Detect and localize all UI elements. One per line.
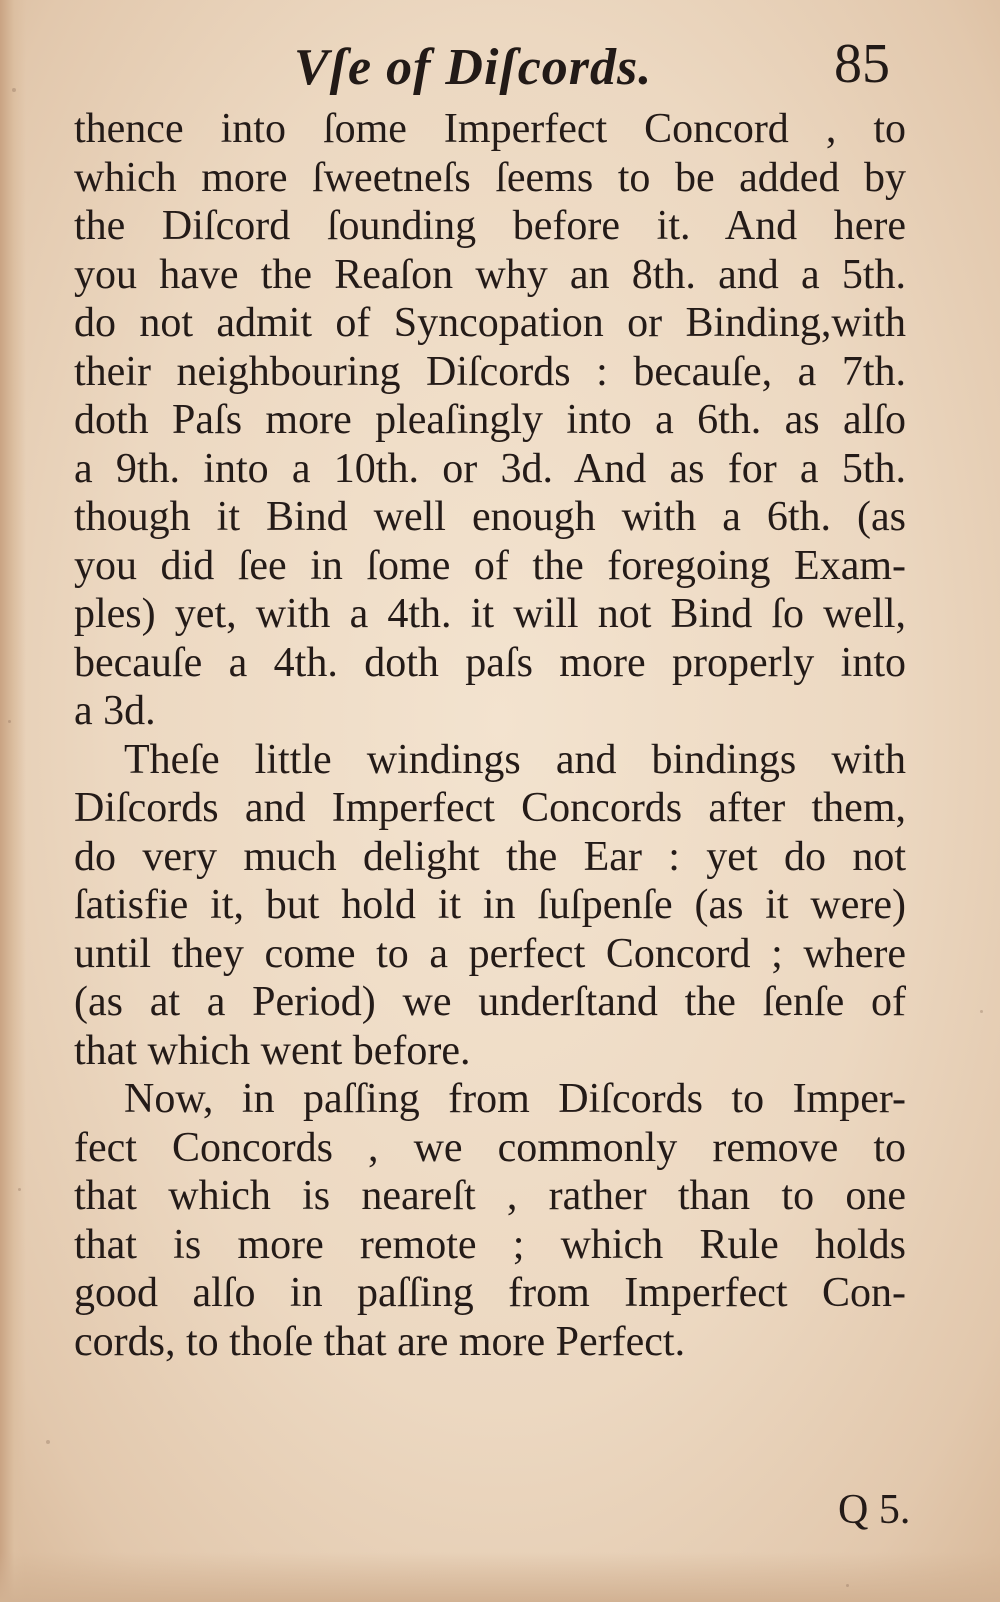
text-line: cords, to thoſe that are more Perfect.: [74, 1318, 686, 1365]
text-line: you have the Reaſon why an 8th. and a 5th.: [74, 251, 906, 298]
paper-speck: [980, 1010, 983, 1013]
paper-speck: [46, 1440, 50, 1444]
page-edge-shadow: [0, 0, 26, 1602]
running-title: Vſe of Diſcords.: [294, 39, 653, 96]
text-line: that which went before.: [74, 1027, 471, 1074]
paper-speck: [18, 1188, 21, 1191]
paper-speck: [846, 1584, 849, 1587]
text-line: that is more remote ; which Rule holds: [74, 1221, 906, 1268]
text-line: thence into ſome Imperfect Concord , to: [74, 106, 906, 152]
body-text: [74, 105, 906, 1366]
text-line: fect Concords , we commonly remove to: [74, 1124, 906, 1171]
text-line: until they come to a perfect Concord ; where: [74, 930, 906, 977]
paragraph-first-line: Now, in paſſing from Diſcords to Imper-: [124, 1076, 906, 1122]
text-line: though it Bind well enough with a 6th. (as: [74, 494, 906, 540]
text-line: you did ſee in ſome of the foregoing Exam-: [74, 542, 906, 589]
text-line: good alſo in paſſing from Imperfect Con-: [74, 1270, 906, 1316]
page-bottom-shadow: [0, 1552, 1000, 1602]
text-line: doth Paſs more pleaſingly into a 6th. as alſo: [74, 397, 906, 443]
text-line: ples) yet, with a 4th. it will not Bind ſo well,: [74, 591, 906, 637]
text-line: do not admit of Syncopation or Binding,with: [74, 300, 906, 346]
page-number: 85: [834, 33, 890, 95]
text-line: that which is neareſt , rather than to one: [74, 1173, 906, 1219]
text-line: do very much delight the Ear : yet do not: [74, 833, 906, 880]
text-line: becauſe a 4th. doth paſs more properly into: [74, 639, 906, 686]
paragraph-first-line: Theſe little windings and bindings with: [124, 736, 906, 783]
text-line: their neighbouring Diſcords : becauſe, a 7th.: [74, 348, 906, 395]
text-line: the Diſcord ſounding before it. And here: [74, 203, 906, 249]
paper-speck: [12, 88, 16, 92]
text-line: a 9th. into a 10th. or 3d. And as for a 5th.: [74, 445, 906, 492]
text-line: (as at a Period) we underſtand the ſenſe of: [74, 979, 906, 1025]
text-line: which more ſweetneſs ſeems to be added by: [74, 154, 906, 201]
text-line: Diſcords and Imperfect Concords after them,: [74, 785, 906, 831]
text-line: a 3d.: [74, 688, 156, 734]
text-line: ſatisfie it, but hold it in ſuſpenſe (as it were): [74, 882, 906, 928]
paper-speck: [8, 720, 11, 723]
catchword: Q 5.: [838, 1487, 911, 1533]
page-header: [80, 30, 890, 100]
